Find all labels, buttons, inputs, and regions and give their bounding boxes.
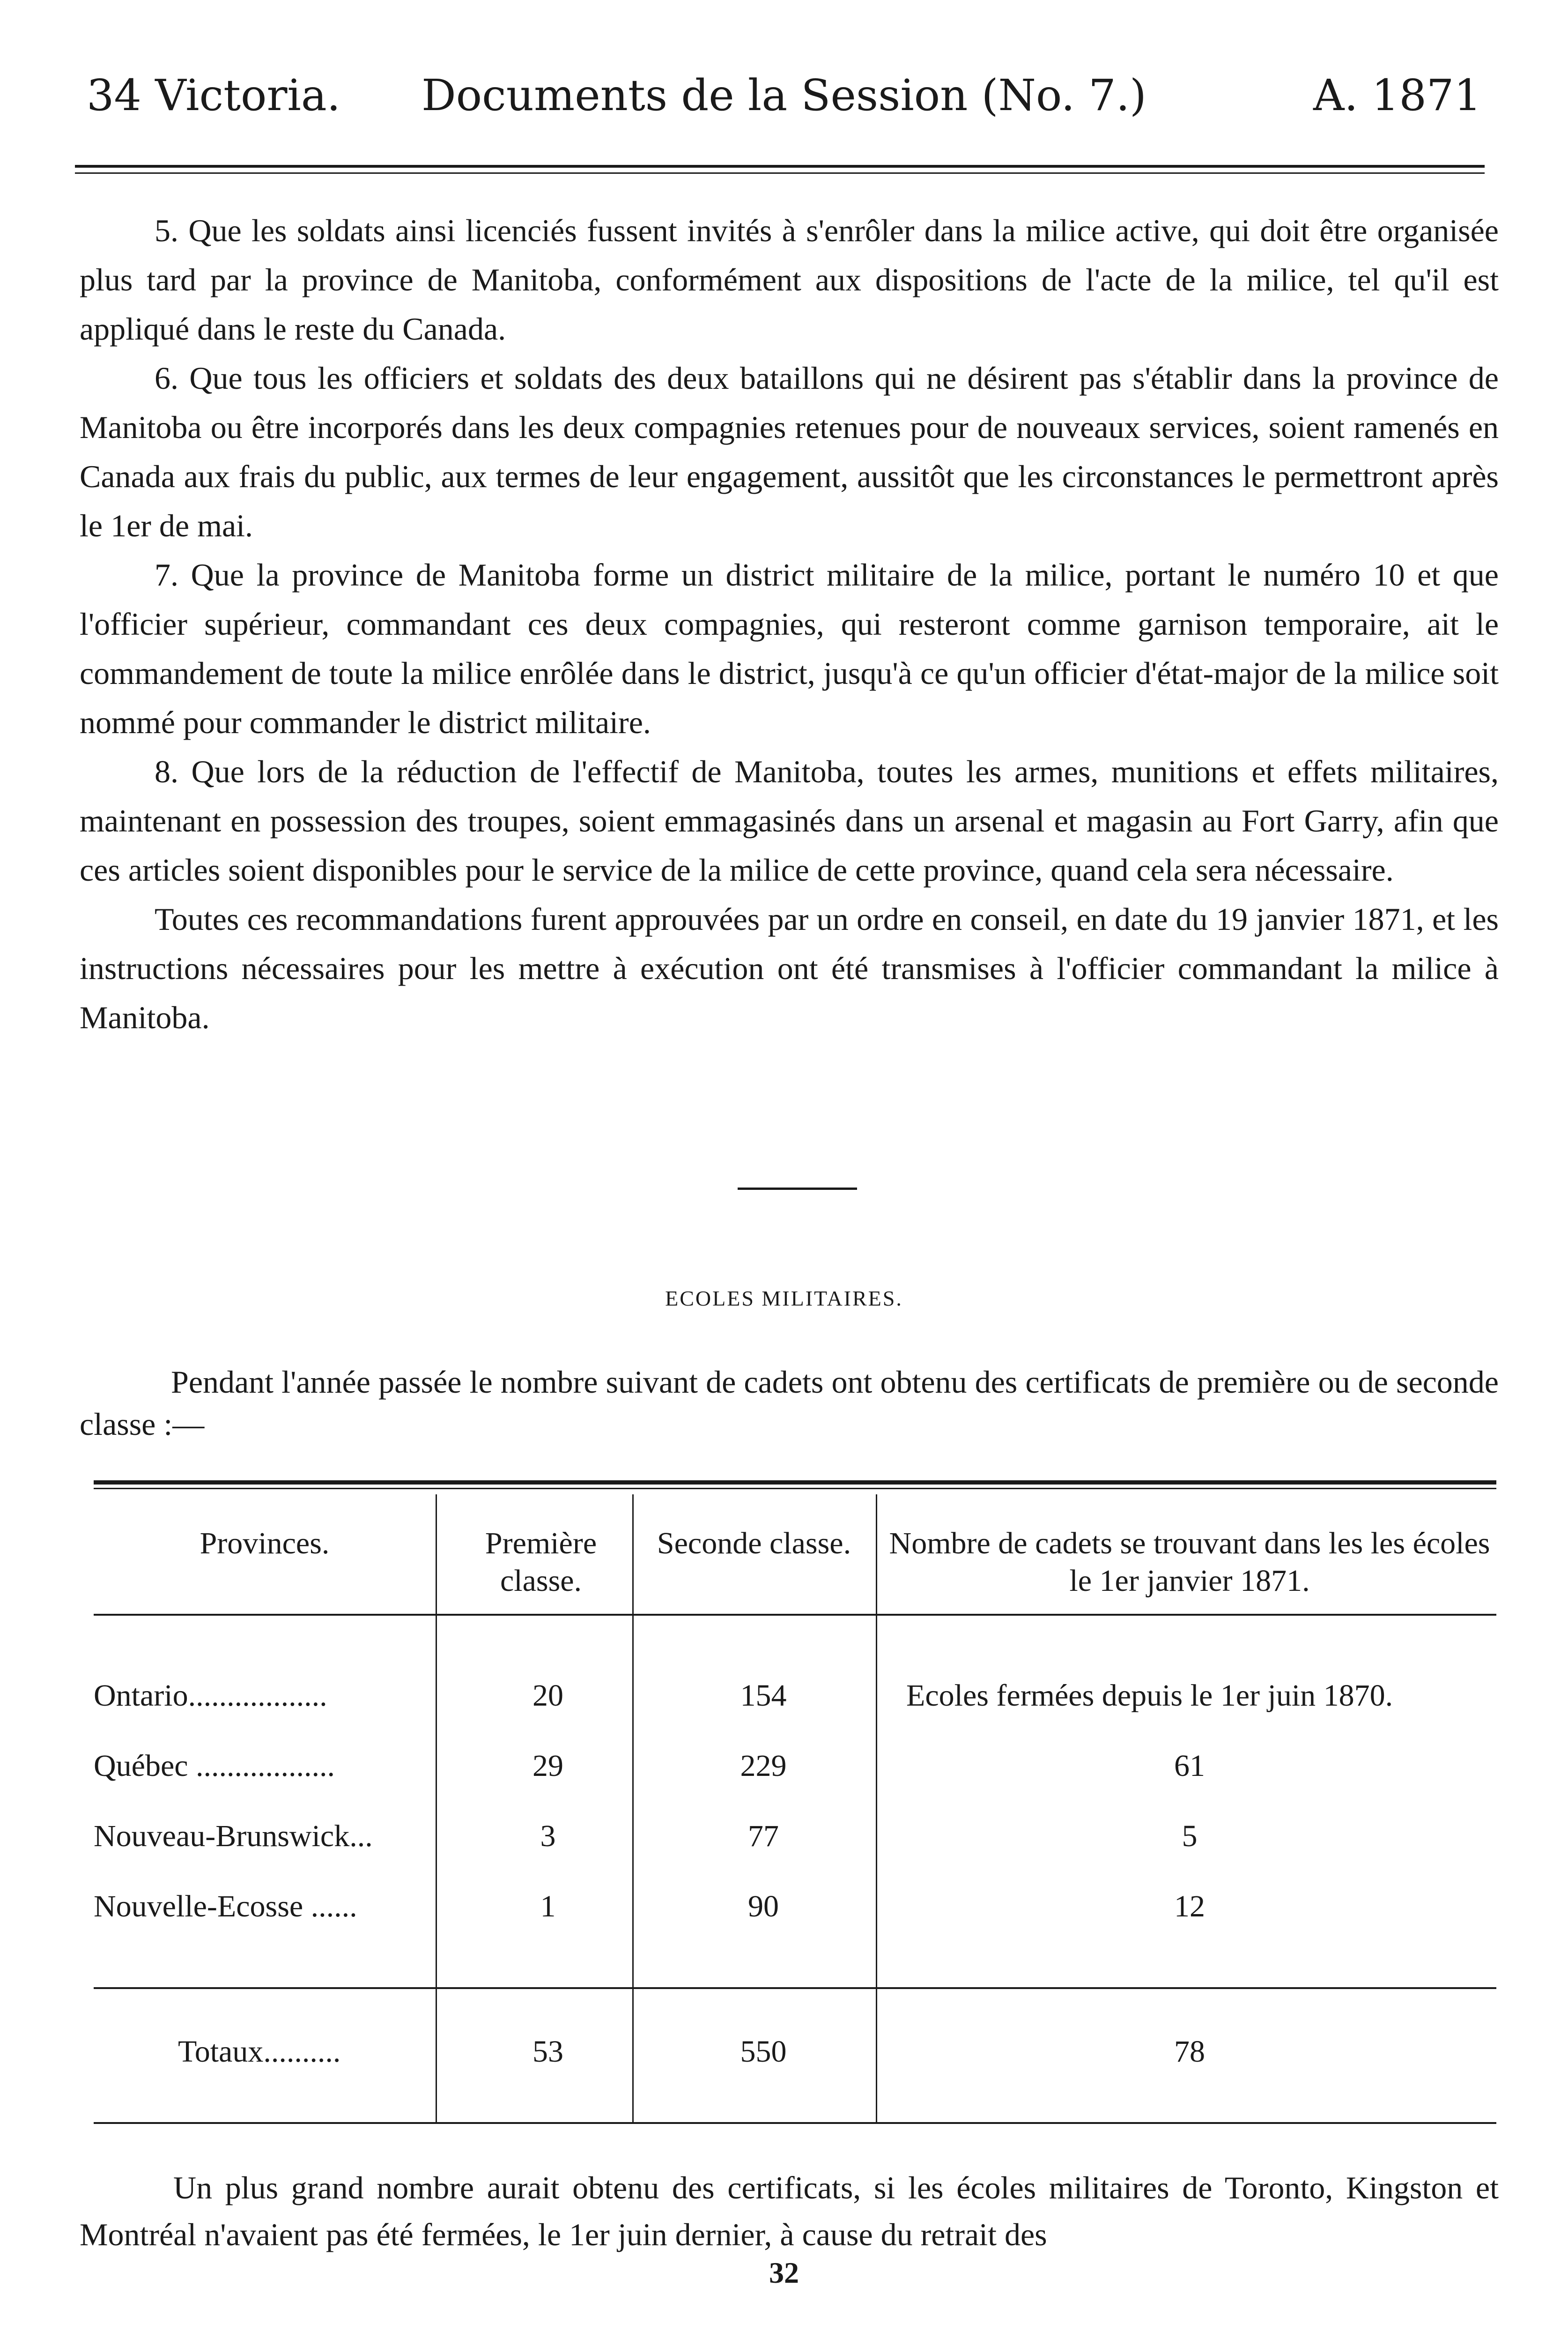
row-quebec-seconde: 229 [740,1749,787,1783]
closing-text: Un plus grand nombre aurait obtenu des certificats, si les écoles militaires de Toronto, Kingston et Montréal n'avaient pas été fermées, le 1er juin dernier, à cause du retrait des [80,2170,1499,2252]
section-title: ECOLES MILITAIRES. [665,1286,903,1310]
totals-nombre: 78 [1174,2034,1205,2069]
header-title: Documents de la Session (No. 7.) [422,70,1146,120]
intro-text: Pendant l'année passée le nombre suivant de cadets ont obtenu des certificats de première ou de seconde classe :— [80,1364,1499,1442]
section-divider [738,1188,857,1190]
row-quebec-premiere: 29 [533,1749,563,1783]
page-header [87,70,1481,131]
paragraph-6: 6. Que tous les officiers et soldats des deux bataillons qui ne désirent pas s'établir dans la province de Manitoba ou être incorporés dans les deux compagnies retenues pour de nouveaux services, soient ramenés en Canada aux frais du public, aux termes de leur engagement, aussitôt que les circonstances le permettront après le 1er de mai. [80,360,1499,543]
table-top-rule [94,1480,1496,1485]
row-nouveau-brunswick-nombre: 5 [1182,1819,1198,1853]
row-quebec-province: Québec .................. [94,1749,335,1783]
intro-paragraph [80,1361,1499,1445]
closing-paragraph [80,2164,1499,2258]
row-nouveau-brunswick-seconde: 77 [748,1819,779,1853]
row-nouveau-brunswick-province: Nouveau-Brunswick... [94,1819,373,1853]
header-bottom-rule [94,1614,1496,1616]
page-number: 32 [769,2256,799,2289]
row-nouveau-brunswick-premiere: 3 [540,1819,556,1853]
col-header-nombre: Nombre de cadets se trouvant dans les les écoles le 1er janvier 1871. [889,1526,1490,1598]
totals-top-rule [94,1987,1496,1989]
col-divider-2 [632,1494,634,2122]
row-ontario-premiere: 20 [533,1678,563,1713]
col-divider-3 [876,1494,877,2122]
cadets-table [94,1480,1496,2124]
col-header-provinces: Provinces. [200,1526,330,1560]
totals-premiere: 53 [533,2034,563,2069]
paragraph-8: 8. Que lors de la réduction de l'effectif de Manitoba, toutes les armes, munitions et effets militaires, maintenant en possession des troupes, soient emmagasinés dans un arsenal et magasin au Fort Garry, afin que ces articles soient disponibles pour le service de la milice de cette province, quand cela sera nécessaire. [80,754,1499,888]
row-nouvelle-ecosse-premiere: 1 [540,1889,556,1923]
row-ontario-province: Ontario.................. [94,1678,327,1713]
totals-label: Totaux.......... [178,2034,341,2069]
row-nouvelle-ecosse-province: Nouvelle-Ecosse ...... [94,1889,357,1923]
paragraph-summary: Toutes ces recommandations furent approuvées par un ordre en conseil, en date du 19 janvier 1871, et les instructions nécessaires pour les mettre à exécution ont été transmises à l'officier commandant la milice à Manitoba. [80,901,1499,1035]
header-rule [75,165,1485,174]
paragraph-5: 5. Que les soldats ainsi licenciés fussent invités à s'enrôler dans la milice active, qui doit être organisée plus tard par la province de Manitoba, conformément aux dispositions de l'acte de la milice, tel qu'il est appliqué dans le reste du Canada. [80,213,1499,347]
table-bottom-rule [94,2122,1496,2124]
row-nouvelle-ecosse-seconde: 90 [748,1889,779,1923]
table-top-rule-2 [94,1488,1496,1489]
totals-seconde: 550 [740,2034,787,2069]
col-divider-1 [436,1494,437,2122]
col-header-seconde: Seconde classe. [657,1526,851,1560]
body-text [80,206,1499,1042]
col-header-premiere: Première classe. [485,1526,597,1598]
row-quebec-nombre: 61 [1174,1749,1205,1783]
header-right: A. 1871 [1313,70,1481,120]
row-ontario-nombre: Ecoles fermées depuis le 1er juin 1870. [906,1678,1393,1713]
header-left: 34 Victoria. [87,70,340,120]
paragraph-7: 7. Que la province de Manitoba forme un district militaire de la milice, portant le numéro 10 et que l'officier supérieur, commandant ces deux compagnies, qui resteront comme garnison temporaire, ait le commandement de toute la milice enrôlée dans le district, jusqu'à ce qu'un officier d'état-major de la milice soit nommé pour commander le district militaire. [80,557,1499,740]
row-nouvelle-ecosse-nombre: 12 [1174,1889,1205,1923]
row-ontario-seconde: 154 [740,1678,787,1713]
